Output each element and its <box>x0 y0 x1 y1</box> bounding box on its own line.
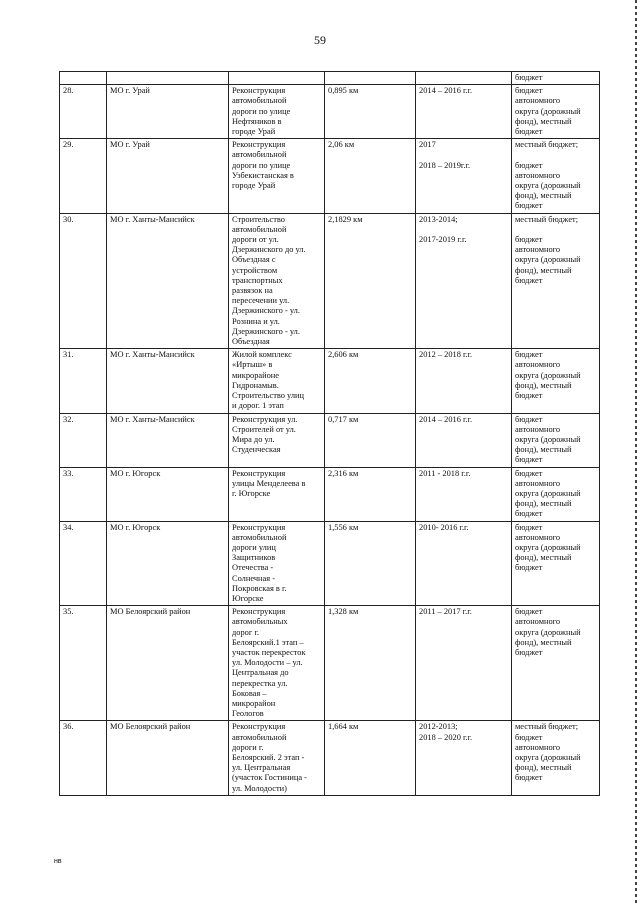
scan-edge <box>635 0 637 905</box>
cell-length: 0,717 км <box>325 413 416 467</box>
cell-length: 2,606 км <box>325 349 416 413</box>
cell-num: 33. <box>60 467 107 521</box>
table-row <box>60 85 600 139</box>
cell-municipality: МО г. Урай <box>107 85 229 139</box>
cell-municipality: МО Белоярский район <box>107 606 229 721</box>
cell-object: Реконструкция автомобильной дороги по улице Узбекистанская в городе Урай <box>229 139 325 213</box>
table-row <box>60 413 600 467</box>
cell-object <box>229 72 325 85</box>
cell-funding: бюджет автономного округа (дорожный фонд), местный бюджет <box>512 467 600 521</box>
cell-municipality <box>107 72 229 85</box>
cell-object: Строительство автомобильной дороги от ул. Дзержинского до ул. Объездная с устройством транспортных развязок на пересечении ул. Дзержинского - ул. Рознина и ул. Дзержинского - ул. Объездная <box>229 213 325 349</box>
cell-num <box>60 72 107 85</box>
cell-funding: бюджет <box>512 72 600 85</box>
cell-num: 34. <box>60 521 107 606</box>
cell-municipality: МО г. Югорск <box>107 521 229 606</box>
table-row <box>60 521 600 606</box>
cell-period <box>416 72 512 85</box>
cell-num: 32. <box>60 413 107 467</box>
cell-length: 1,556 км <box>325 521 416 606</box>
cell-object: Реконструкция ул. Строителей от ул. Мира до ул. Студенческая <box>229 413 325 467</box>
cell-num: 31. <box>60 349 107 413</box>
cell-object: Реконструкция автомобильных дорог г. Белоярский.1 этап – участок перекресток ул. Молодости – ул. Центральная до перекрестка ул. Боковая – микрорайон Геологов <box>229 606 325 721</box>
table-row <box>60 213 600 349</box>
cell-funding: бюджет автономного округа (дорожный фонд), местный бюджет <box>512 521 600 606</box>
footer-mark: нв <box>54 858 62 865</box>
cell-period: 2011 - 2018 г.г. <box>416 467 512 521</box>
cell-period: 2012 – 2018 г.г. <box>416 349 512 413</box>
cell-num: 36. <box>60 721 107 795</box>
cell-num: 35. <box>60 606 107 721</box>
cell-funding: местный бюджет; бюджет автономного округа (дорожный фонд), местный бюджет <box>512 139 600 213</box>
cell-municipality: МО Белоярский район <box>107 721 229 795</box>
table-row <box>60 606 600 721</box>
table-row <box>60 349 600 413</box>
cell-num: 29. <box>60 139 107 213</box>
table-continuation-row <box>60 72 600 85</box>
cell-funding: местный бюджет; бюджет автономного округа (дорожный фонд), местный бюджет <box>512 721 600 795</box>
cell-object: Реконструкция автомобильной дороги улиц Защитников Отечества - Солнечная - Покровская в г. Югорске <box>229 521 325 606</box>
cell-municipality: МО г. Ханты-Мансийск <box>107 413 229 467</box>
cell-length: 0,895 км <box>325 85 416 139</box>
cell-period: 2010- 2016 г.г. <box>416 521 512 606</box>
cell-period: 2013-2014; 2017-2019 г.г. <box>416 213 512 349</box>
cell-num: 28. <box>60 85 107 139</box>
cell-length <box>325 72 416 85</box>
cell-period: 2014 – 2016 г.г. <box>416 413 512 467</box>
cell-object: Жилой комплекс «Иртыш» в микрорайоне Гидронамыв. Строительство улиц и дорог. 1 этап <box>229 349 325 413</box>
cell-period: 2014 – 2016 г.г. <box>416 85 512 139</box>
cell-funding: местный бюджет; бюджет автономного округа (дорожный фонд), местный бюджет <box>512 213 600 349</box>
cell-length: 1,664 км <box>325 721 416 795</box>
cell-funding: бюджет автономного округа (дорожный фонд), местный бюджет <box>512 349 600 413</box>
table-row <box>60 467 600 521</box>
cell-length: 2,06 км <box>325 139 416 213</box>
cell-funding: бюджет автономного округа (дорожный фонд), местный бюджет <box>512 413 600 467</box>
cell-object: Реконструкция автомобильной дороги по улице Нефтяников в городе Урай <box>229 85 325 139</box>
cell-municipality: МО г. Ханты-Мансийск <box>107 213 229 349</box>
cell-period: 2011 – 2017 г.г. <box>416 606 512 721</box>
cell-num: 30. <box>60 213 107 349</box>
cell-funding: бюджет автономного округа (дорожный фонд), местный бюджет <box>512 606 600 721</box>
cell-period: 2017 2018 – 2019г.г. <box>416 139 512 213</box>
roads-table <box>59 71 600 796</box>
cell-length: 2,316 км <box>325 467 416 521</box>
cell-object: Реконструкция улицы Менделеева в г. Югорске <box>229 467 325 521</box>
cell-municipality: МО г. Ханты-Мансийск <box>107 349 229 413</box>
table-row <box>60 721 600 795</box>
cell-municipality: МО г. Югорск <box>107 467 229 521</box>
cell-object: Реконструкция автомобильной дороги г. Белоярский. 2 этап - ул. Центральная (участок Гостиница - ул. Молодости) <box>229 721 325 795</box>
cell-length: 2,1829 км <box>325 213 416 349</box>
cell-period: 2012-2013; 2018 – 2020 г.г. <box>416 721 512 795</box>
cell-municipality: МО г. Урай <box>107 139 229 213</box>
cell-length: 1,328 км <box>325 606 416 721</box>
page-number: 59 <box>314 33 326 47</box>
cell-funding: бюджет автономного округа (дорожный фонд), местный бюджет <box>512 85 600 139</box>
table-row <box>60 139 600 213</box>
